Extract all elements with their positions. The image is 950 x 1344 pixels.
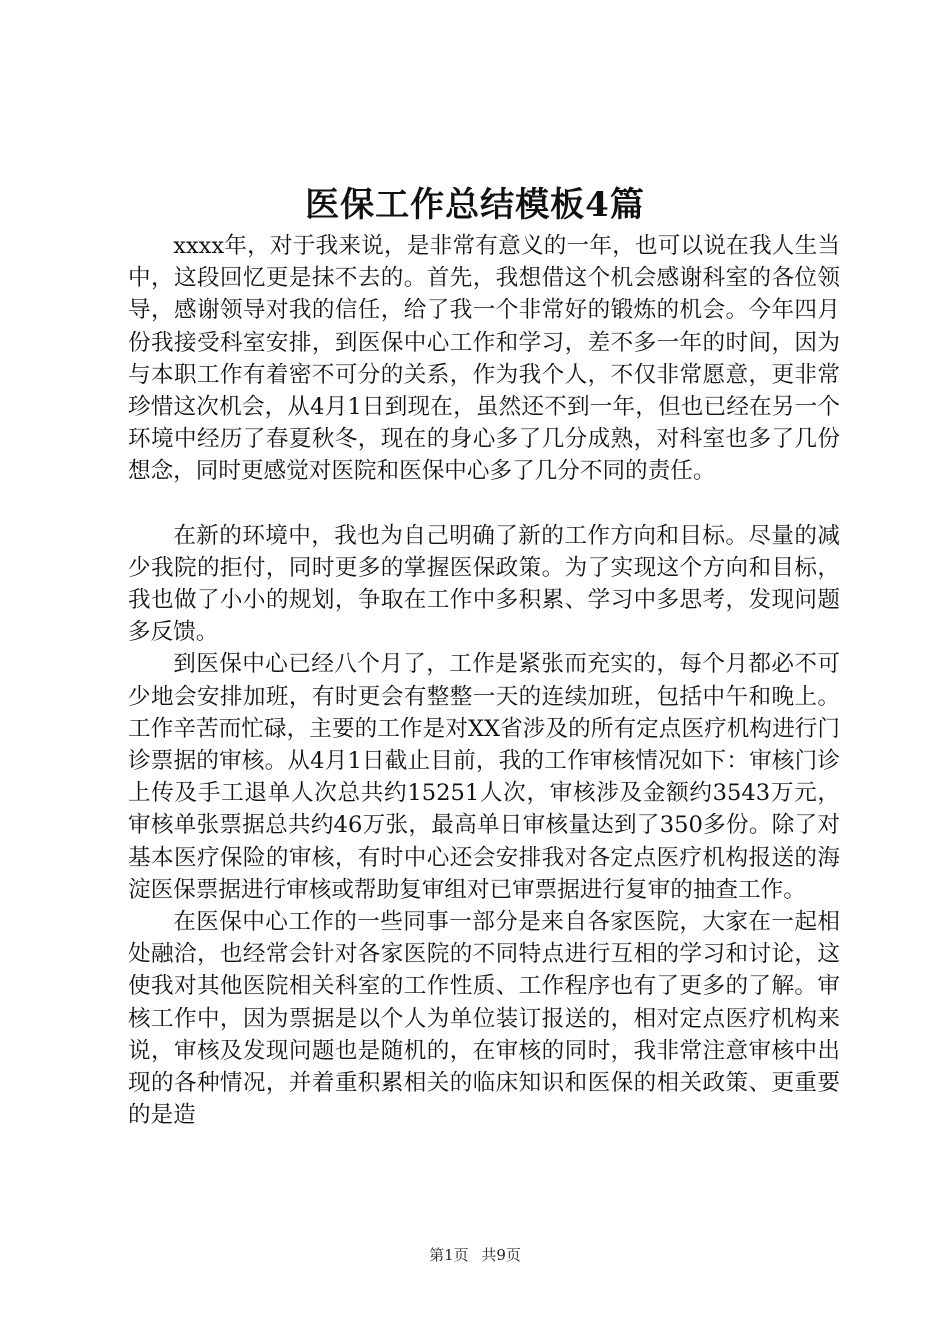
page-footer [0,1244,950,1265]
paragraph-1: xxxx年，对于我来说，是非常有意义的一年，也可以说在我人生当中，这段回忆更是抹不去的。首先，我想借这个机会感谢科室的各位领导，感谢领导对我的信任，给了我一个非常好的锻炼的机会。今年四月份我接受科室安排，到医保中心工作和学习，差不多一年的时间，因为与本职工作有着密不可分的关系，作为我个人，不仅非常愿意，更非常珍惜这次机会，从4月1日到现在，虽然还不到一年，但也已经在另一个环境中经历了春夏秋冬，现在的身心多了几分成熟，对科室也多了几份想念，同时更感觉对医院和医保中心多了几分不同的责任。 [128,233,840,485]
paragraph-2: 在新的环境中，我也为自己明确了新的工作方向和目标。尽量的减少我院的拒付，同时更多的掌握医保政策。为了实现这个方向和目标，我也做了小小的规划，争取在工作中多积累、学习中多思考，发现问题多反馈。 [128,522,840,646]
document-body [128,230,840,1131]
page-total: 共9页 [481,1246,521,1264]
paragraph-4: 在医保中心工作的一些同事一部分是来自各家医院，大家在一起相处融洽，也经常会针对各家医院的不同特点进行互相的学习和讨论，这使我对其他医院相关科室的工作性质、工作程序也有了更多的了解。审核工作中，因为票据是以个人为单位装订报送的，相对定点医疗机构来说，审核及发现问题也是随机的，在审核的同时，我非常注意审核中出现的各种情况，并着重积累相关的临床知识和医保的相关政策、更重要的是造 [128,909,840,1129]
paragraph-3: 到医保中心已经八个月了，工作是紧张而充实的，每个月都必不可少地会安排加班，有时更会有整整一天的连续加班，包括中午和晚上。工作辛苦而忙碌，主要的工作是对XX省涉及的所有定点医疗机构进行门诊票据的审核。从4月1日截止目前，我的工作审核情况如下：审核门诊上传及手工退单人次总共约15251人次，审核涉及金额约3543万元，审核单张票据总共约46万张，最高单日审核量达到了350多份。除了对基本医疗保险的审核，有时中心还会安排我对各定点医疗机构报送的海淀医保票据进行审核或帮助复审组对已审票据进行复审的抽查工作。 [128,651,840,903]
document-title: 医保工作总结模板4篇 [305,185,645,225]
page-number: 第1页 [429,1246,469,1264]
